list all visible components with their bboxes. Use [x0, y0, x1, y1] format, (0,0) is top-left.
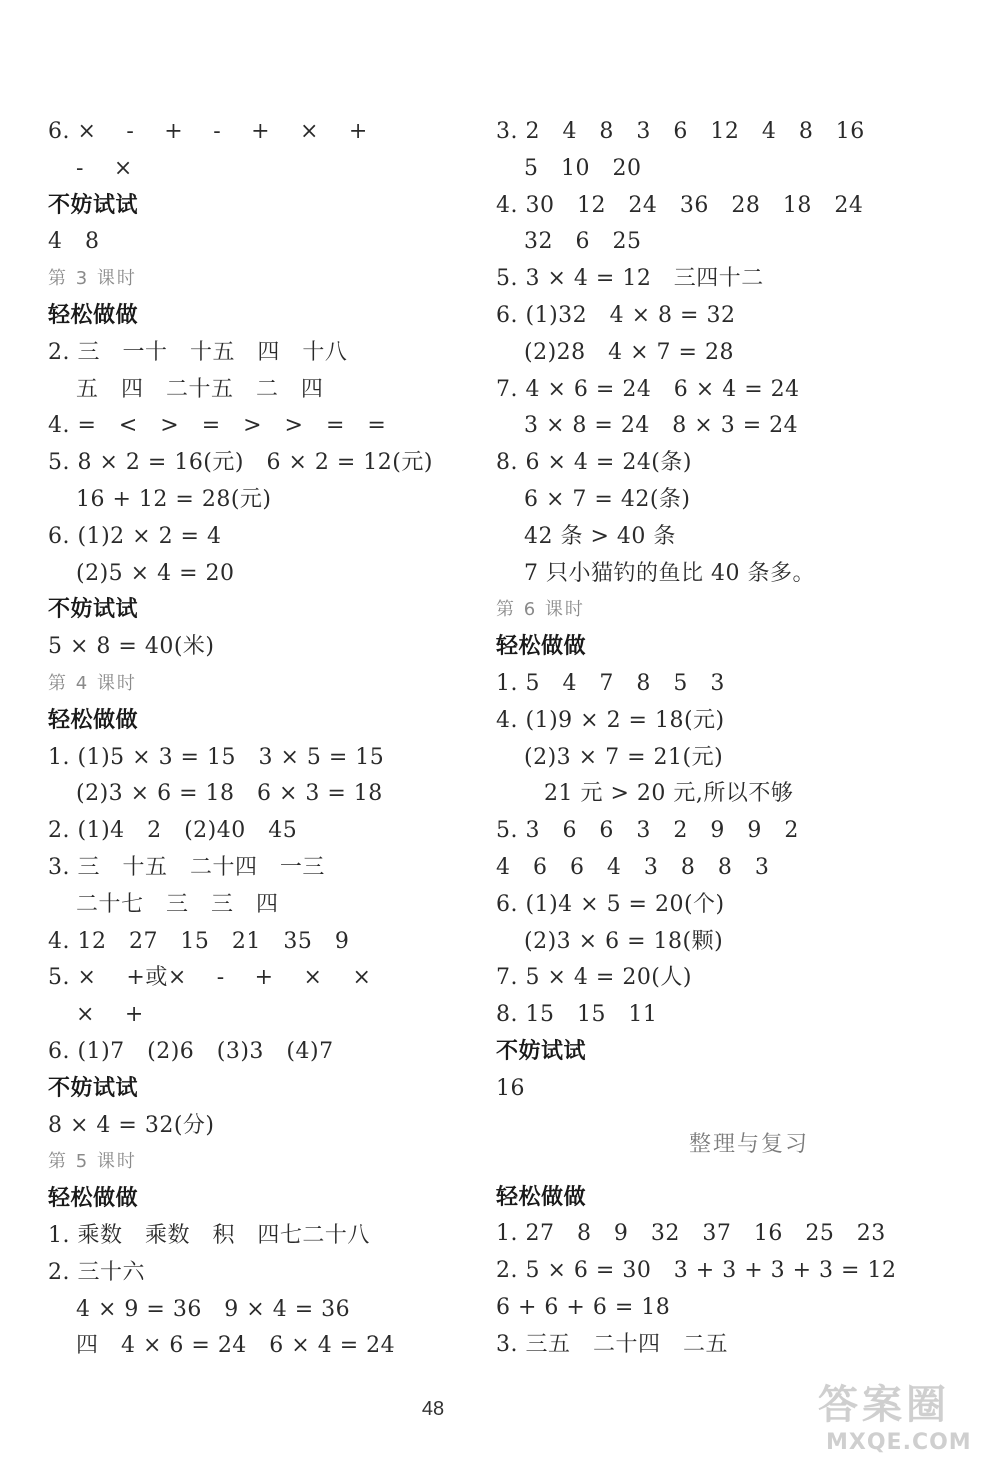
- answer-line: 3 × 8 = 24 8 × 3 = 24: [524, 413, 799, 439]
- watermark-url: MXQE.COM: [826, 1430, 972, 1455]
- answer-line: 8 × 4 = 32(分): [48, 1112, 215, 1138]
- section-heading: 轻松做做: [48, 707, 139, 733]
- answer-line: 21 元 > 20 元,所以不够: [544, 781, 794, 807]
- answer-line: 7. 5 × 4 = 20(人): [496, 965, 692, 991]
- section-heading: 轻松做做: [48, 302, 139, 328]
- answer-line: 五 四 二十五 二 四: [76, 376, 324, 402]
- chapter-heading: 整理与复习: [688, 1131, 809, 1157]
- lesson-heading: 第 4 课时: [48, 672, 137, 694]
- section-heading: 不妨试试: [48, 1075, 139, 1101]
- answer-line: 6 × 7 = 42(条): [524, 486, 691, 512]
- watermark-text: 答案圈: [818, 1382, 950, 1428]
- right-column: [496, 114, 966, 1364]
- answer-line: - ×: [76, 155, 133, 181]
- answer-line: 4. (1)9 × 2 = 18(元): [496, 707, 725, 733]
- lesson-heading: 第 6 课时: [496, 599, 585, 621]
- answer-line: 6 + 6 + 6 = 18: [496, 1294, 671, 1320]
- answer-line: 1. 5 4 7 8 5 3: [496, 670, 725, 696]
- answer-line: (2)3 × 6 = 18 6 × 3 = 18: [76, 781, 383, 807]
- left-column: [48, 114, 468, 1365]
- section-heading: 轻松做做: [496, 1184, 587, 1210]
- answer-line: 2. 三 一十 十五 四 十八: [48, 339, 348, 365]
- answer-line: 1. 27 8 9 32 37 16 25 23: [496, 1221, 886, 1247]
- answer-line: 5. 3 × 4 = 12 三四十二: [496, 266, 764, 292]
- answer-line: × +: [76, 1002, 144, 1028]
- answer-line: 3. 三五 二十四 二五: [496, 1331, 728, 1357]
- answer-line: 16 + 12 = 28(元): [76, 486, 272, 512]
- answer-line: 5 × 8 = 40(米): [48, 634, 215, 660]
- answer-line: (2)5 × 4 = 20: [76, 560, 235, 586]
- answer-line: 二十七 三 三 四: [76, 891, 279, 917]
- answer-line: 2. (1)4 2 (2)40 45: [48, 818, 298, 844]
- answer-line: 5. 8 × 2 = 16(元) 6 × 2 = 12(元): [48, 450, 433, 476]
- answer-line: 8. 6 × 4 = 24(条): [496, 450, 692, 476]
- spacer: [496, 1168, 966, 1180]
- answer-line: 5. 3 6 6 3 2 9 9 2: [496, 818, 799, 844]
- answer-line: 6. (1)7 (2)6 (3)3 (4)7: [48, 1038, 334, 1064]
- answer-line: 3. 三 十五 二十四 一三: [48, 854, 325, 880]
- section-heading: 轻松做做: [496, 634, 587, 660]
- answer-line: (2)3 × 7 = 21(元): [524, 744, 724, 770]
- answer-line: 1. (1)5 × 3 = 15 3 × 5 = 15: [48, 744, 385, 770]
- answer-line: 4. = < > = > > = =: [48, 413, 387, 439]
- answer-line: 四 4 × 6 = 24 6 × 4 = 24: [76, 1333, 396, 1359]
- answer-line: 4 6 6 4 3 8 8 3: [496, 854, 770, 880]
- answer-line: 5. × +或× - + × ×: [48, 965, 372, 991]
- answer-line: 3. 2 4 8 3 6 12 4 8 16: [496, 119, 865, 144]
- section-heading: 不妨试试: [496, 1038, 587, 1064]
- answer-line: 2. 5 × 6 = 30 3 + 3 + 3 + 3 = 12: [496, 1258, 897, 1284]
- section-heading: 不妨试试: [48, 597, 139, 623]
- answer-line: 8. 15 15 11: [496, 1002, 658, 1028]
- watermark-logo: [818, 1380, 988, 1466]
- answer-line: 6. (1)32 4 × 8 = 32: [496, 302, 736, 328]
- section-heading: 轻松做做: [48, 1186, 139, 1212]
- answer-line: 4 × 9 = 36 9 × 4 = 36: [76, 1296, 351, 1322]
- answer-line: 4. 30 12 24 36 28 18 24: [496, 192, 864, 218]
- answer-line: 1. 乘数 乘数 积 四七二十八: [48, 1222, 370, 1248]
- answer-line: 5 10 20: [524, 155, 642, 181]
- answer-line: 7 只小猫钓的鱼比 40 条多。: [524, 560, 815, 586]
- answer-line: (2)3 × 6 = 18(颗): [524, 928, 724, 954]
- answer-line: 42 条 > 40 条: [524, 523, 676, 549]
- answer-line: 7. 4 × 6 = 24 6 × 4 = 24: [496, 376, 800, 402]
- answer-line: 4. 12 27 15 21 35 9: [48, 928, 350, 954]
- page-number: 48: [421, 1398, 445, 1420]
- answer-line: 4 8: [48, 229, 100, 255]
- answer-line: (2)28 4 × 7 = 28: [524, 339, 734, 365]
- answer-line: 6. × - + - + × +: [48, 119, 368, 144]
- answer-line: 6. (1)4 × 5 = 20(个): [496, 891, 725, 917]
- answer-line: 6. (1)2 × 2 = 4: [48, 523, 222, 549]
- lesson-heading: 第 5 课时: [48, 1151, 137, 1173]
- answer-line: 32 6 25: [524, 229, 642, 255]
- section-heading: 不妨试试: [48, 192, 139, 218]
- answer-line: 16: [496, 1075, 525, 1101]
- lesson-heading: 第 3 课时: [48, 268, 137, 290]
- answer-line: 2. 三十六: [48, 1259, 145, 1285]
